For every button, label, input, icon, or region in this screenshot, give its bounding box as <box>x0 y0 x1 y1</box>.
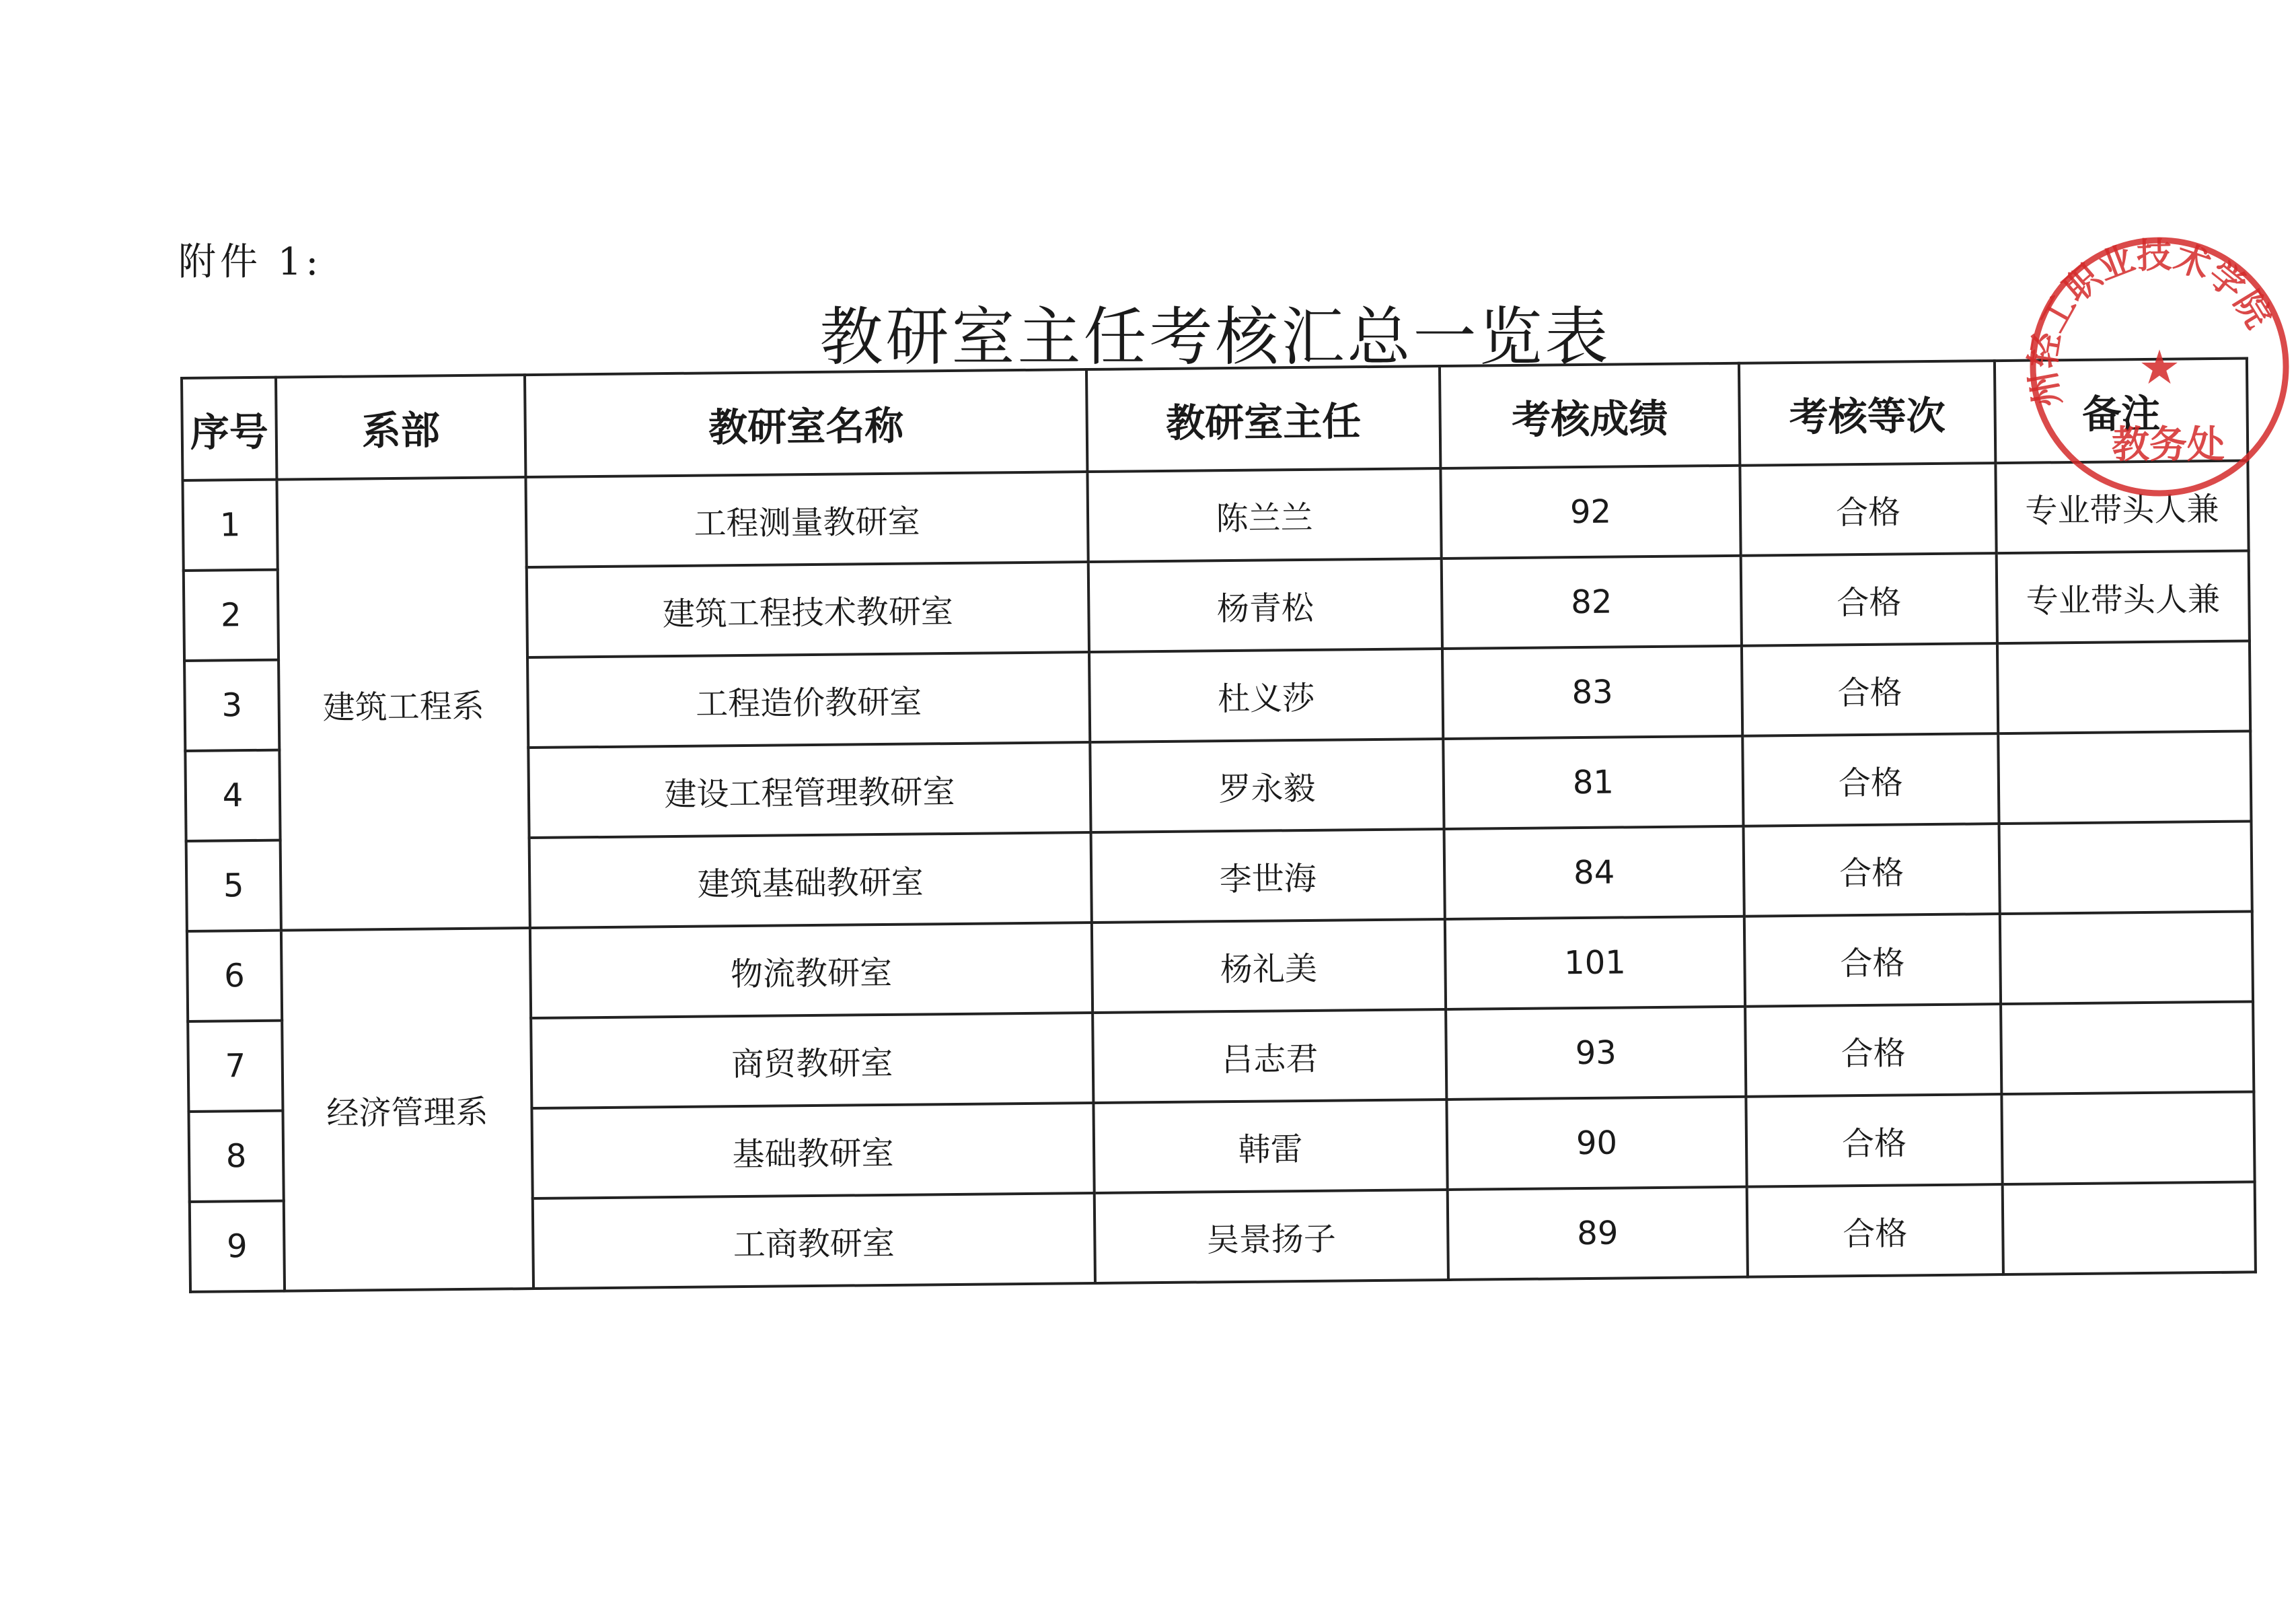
cell-score: 81 <box>1443 736 1743 829</box>
table-header-row <box>182 359 2248 480</box>
cell-director: 杨礼美 <box>1092 919 1446 1013</box>
cell-score: 90 <box>1446 1097 1746 1190</box>
header-grade: 考核等次 <box>1739 361 1995 466</box>
cell-director: 吕志君 <box>1093 1009 1446 1103</box>
cell-seq: 8 <box>188 1111 283 1202</box>
cell-remark <box>2003 1182 2256 1274</box>
cell-grade: 合格 <box>1742 643 1998 736</box>
cell-score: 82 <box>1442 556 1742 649</box>
header-seq: 序号 <box>182 377 276 480</box>
cell-grade: 合格 <box>1744 914 2001 1007</box>
cell-department: 建筑工程系 <box>276 477 529 931</box>
seal-center-text: 教务处 <box>2112 423 2225 467</box>
cell-remark <box>1999 821 2252 914</box>
cell-seq: 4 <box>185 750 280 841</box>
cell-score: 84 <box>1444 826 1744 919</box>
cell-office-name: 工程造价教研室 <box>527 652 1090 748</box>
cell-remark <box>2001 1091 2254 1184</box>
cell-grade: 合格 <box>1745 1004 2001 1097</box>
cell-seq: 7 <box>188 1021 283 1112</box>
cell-score: 93 <box>1446 1007 1746 1100</box>
cell-grade: 合格 <box>1741 553 1997 646</box>
cell-office-name: 商贸教研室 <box>531 1013 1093 1108</box>
cell-office-name: 建筑基础教研室 <box>529 832 1092 928</box>
official-seal <box>2015 222 2296 505</box>
cell-director: 李世海 <box>1091 829 1445 923</box>
cell-seq: 5 <box>186 840 281 931</box>
cell-score: 89 <box>1448 1187 1748 1280</box>
cell-grade: 合格 <box>1747 1184 2003 1277</box>
cell-director: 韩雷 <box>1093 1100 1447 1193</box>
cell-remark: 专业带头人兼 <box>1995 461 2248 554</box>
header-office-name: 教研室名称 <box>525 369 1087 477</box>
cell-remark: 专业带头人兼 <box>1997 550 2250 643</box>
cell-office-name: 建设工程管理教研室 <box>528 742 1090 838</box>
seal-arc-text: 州轻工职业技术学院 <box>2022 236 2279 410</box>
cell-office-name: 物流教研室 <box>530 923 1093 1018</box>
cell-director: 杨青松 <box>1088 559 1442 652</box>
summary-table-container <box>180 357 2254 1319</box>
cell-grade: 合格 <box>1746 1094 2002 1187</box>
document-title: 教研室主任考核汇总一览表 <box>819 301 1611 374</box>
cell-seq: 9 <box>190 1201 285 1292</box>
header-remark: 备注 <box>1995 359 2248 464</box>
cell-department: 经济管理系 <box>281 928 533 1291</box>
cell-grade: 合格 <box>1742 733 1999 826</box>
cell-grade: 合格 <box>1744 824 2000 916</box>
cell-seq: 3 <box>184 660 279 751</box>
cell-remark <box>2001 1001 2254 1094</box>
cell-director: 罗永毅 <box>1090 739 1444 832</box>
attachment-label: 附件 1: <box>178 240 323 284</box>
cell-score: 101 <box>1445 916 1745 1009</box>
cell-office-name: 基础教研室 <box>531 1103 1094 1198</box>
cell-director: 杜义莎 <box>1089 649 1443 742</box>
cell-grade: 合格 <box>1740 463 1996 556</box>
cell-seq: 6 <box>187 931 282 1021</box>
summary-table <box>180 357 2257 1293</box>
cell-director: 吴景扬子 <box>1095 1190 1448 1283</box>
cell-office-name: 建筑工程技术教研室 <box>527 562 1089 657</box>
cell-remark <box>1998 731 2251 824</box>
header-score: 考核成绩 <box>1440 363 1740 468</box>
header-director: 教研室主任 <box>1086 366 1440 472</box>
cell-seq: 2 <box>184 570 279 661</box>
cell-remark <box>1997 641 2250 733</box>
cell-director: 陈兰兰 <box>1087 468 1441 562</box>
cell-seq: 1 <box>182 480 277 571</box>
seal-star-icon: ★ <box>2138 340 2181 395</box>
cell-score: 92 <box>1440 466 1740 559</box>
cell-office-name: 工商教研室 <box>533 1193 1095 1289</box>
cell-score: 83 <box>1442 646 1742 739</box>
header-department: 系部 <box>276 375 525 480</box>
cell-remark <box>2000 911 2253 1004</box>
cell-office-name: 工程测量教研室 <box>525 472 1088 567</box>
